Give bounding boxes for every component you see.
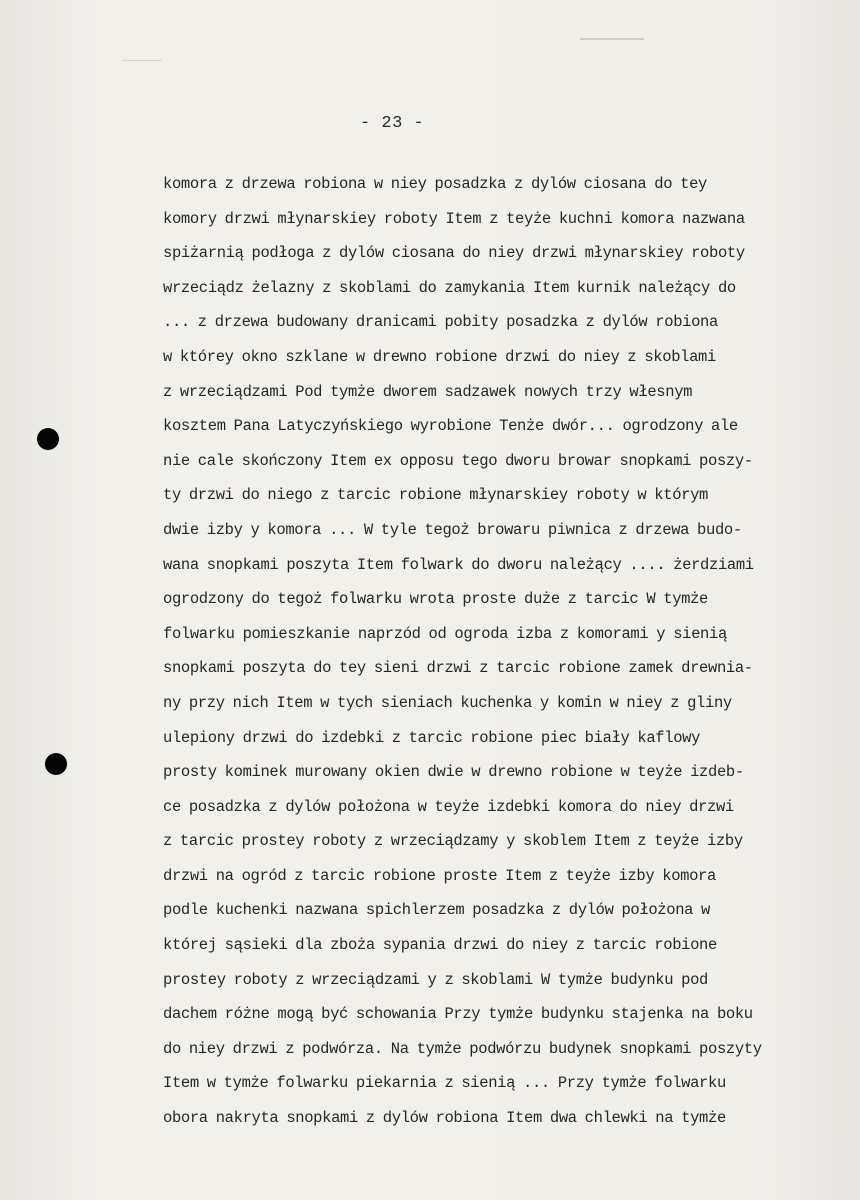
text-line: dachem różne mogą być schowania Przy tymże budynku stajenka na boku: [163, 1005, 753, 1024]
text-line: podle kuchenki nazwana spichlerzem posadzka z dylów położona w: [163, 901, 710, 920]
text-line: ty drzwi do niego z tarcic robione młynarskiey roboty w którym: [163, 486, 708, 505]
text-line: obora nakryta snopkami z dylów robiona Item dwa chlewki na tymże: [163, 1109, 726, 1128]
text-line: z wrzeciądzami Pod tymże dworem sadzawek nowych trzy włesnym: [163, 382, 693, 401]
text-line: z tarcic prostey roboty z wrzeciądzamy y skoblem Item z teyże izby: [163, 832, 743, 851]
text-line: folwarku pomieszkanie naprzód od ogroda izba z komorami y sienią: [163, 624, 727, 643]
text-line: ... z drzewa budowany dranicami pobity posadzka z dylów robiona: [163, 313, 718, 332]
punch-hole: [37, 428, 59, 450]
text-line: snopkami poszyta do tey sieni drzwi z tarcic robione zamek drewnia-: [163, 659, 753, 678]
text-line: ulepiony drzwi do izdebki z tarcic robione piec biały kaflowy: [163, 728, 701, 747]
text-line: drzwi na ogród z tarcic robione proste Item z teyże izby komora: [163, 866, 716, 885]
text-line: dwie izby y komora ... W tyle tegoż browaru piwnica z drzewa budo-: [163, 520, 742, 539]
text-line: Item w tymże folwarku piekarnia z sienią ... Przy tymże folwarku: [163, 1074, 726, 1093]
text-line: ny przy nich Item w tych sieniach kuchenka y komin w niey z gliny: [163, 693, 732, 712]
typed-text-block: [163, 167, 853, 1136]
text-line: kosztem Pana Latyczyńskiego wyrobione Tenże dwór... ogrodzony ale: [163, 417, 738, 436]
text-line: w którey okno szklane w drewno robione drzwi do niey z skoblami: [163, 347, 716, 366]
text-line: spiżarnią podłoga z dylów ciosana do niey drzwi młynarskiey roboty: [163, 244, 745, 263]
text-line: prosty kominek murowany okien dwie w drewno robione w teyże izdeb-: [163, 763, 744, 782]
text-line: wrzeciądz żelazny z skoblami do zamykania Item kurnik należący do: [163, 278, 736, 297]
text-line: komora z drzewa robiona w niey posadzka z dylów ciosana do tey: [163, 175, 707, 193]
page-number: - 23 -: [360, 114, 425, 133]
faint-mark: [122, 60, 162, 61]
text-line: nie cale skończony Item ex opposu tego dworu browar snopkami poszy-: [163, 451, 753, 470]
text-line: wana snopkami poszyta Item folwark do dworu należący .... żerdziami: [163, 555, 754, 574]
text-line: komory drzwi młynarskiey roboty Item z teyże kuchni komora nazwana: [163, 209, 745, 228]
text-line: ce posadzka z dylów położona w teyże izdebki komora do niey drzwi: [163, 797, 734, 816]
text-line: ogrodzony do tegoż folwarku wrota proste duże z tarcic W tymże: [163, 590, 708, 609]
punch-hole: [45, 753, 67, 775]
text-line: której sąsieki dla zboża sypania drzwi do niey z tarcic robione: [163, 936, 717, 955]
text-line: do niey drzwi z podwórza. Na tymże podwórzu budynek snopkami poszyty: [163, 1039, 762, 1058]
faint-mark: [580, 38, 644, 40]
text-line: prostey roboty z wrzeciądzami y z skoblami W tymże budynku pod: [163, 970, 708, 989]
